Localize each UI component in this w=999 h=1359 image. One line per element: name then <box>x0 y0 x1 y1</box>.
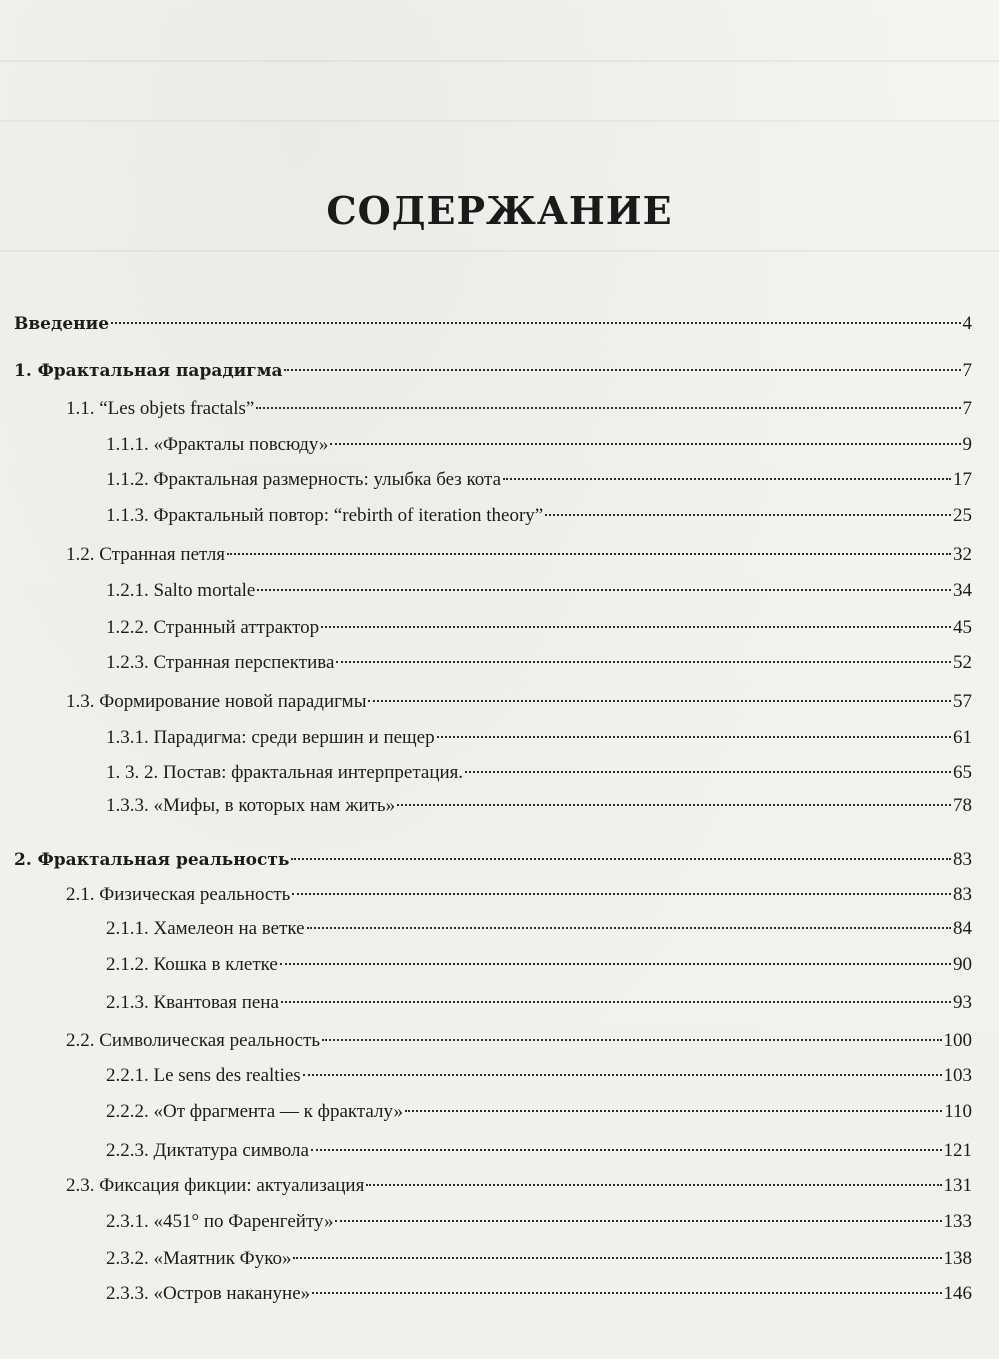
toc-page-number: 103 <box>943 1065 972 1086</box>
toc-page-number: 146 <box>943 1283 972 1304</box>
toc-entry <box>14 1062 972 1090</box>
toc-entry-title: 1.3.1. Парадигма: среди вершин и пещер <box>106 727 435 748</box>
toc-entry <box>14 989 972 1017</box>
dot-leader <box>397 802 951 806</box>
toc-entry-title: 2.1.3. Квантовая пена <box>106 992 279 1013</box>
toc-entry-title: 2.3. Фиксация фикции: актуализация <box>66 1175 365 1196</box>
dot-leader <box>280 961 951 965</box>
dot-leader <box>366 1182 941 1186</box>
toc-entry <box>14 1137 972 1165</box>
toc-entry-title: 1.3.3. «Мифы, в которых нам жить» <box>106 795 396 816</box>
dot-leader <box>307 925 951 929</box>
toc-entry <box>14 614 972 642</box>
toc-entry <box>14 649 972 677</box>
dot-leader <box>335 1218 941 1222</box>
page-title: СОДЕРЖАНИЕ <box>326 188 673 233</box>
toc-entry <box>14 466 972 494</box>
toc-page-number: 52 <box>953 652 972 673</box>
toc-page-number: 90 <box>953 954 972 975</box>
toc-page-number: 93 <box>953 992 972 1013</box>
toc-entry-title: 1.1.2. Фрактальная размерность: улыбка без кота <box>106 469 502 490</box>
show-through-line <box>0 120 999 122</box>
toc-page-number: 83 <box>953 849 972 870</box>
toc-entry <box>14 577 972 605</box>
toc-entry-title: 1.2.3. Странная перспектива <box>106 652 335 673</box>
dot-leader <box>465 769 951 773</box>
toc-entry <box>14 1280 972 1308</box>
dot-leader <box>321 624 951 628</box>
toc-entry <box>14 310 972 338</box>
toc-entry-title: 2.2. Символическая реальность <box>66 1030 321 1051</box>
toc-entry-title: 1. 3. 2. Постав: фрактальная интерпретация. <box>106 762 464 783</box>
dot-leader <box>227 551 951 555</box>
toc-page-number: 4 <box>962 313 972 334</box>
dot-leader <box>330 441 960 445</box>
dot-leader <box>322 1037 941 1041</box>
toc-entry <box>14 1027 972 1055</box>
toc-entry <box>14 1098 972 1126</box>
toc-page-number: 57 <box>953 691 972 712</box>
toc-entry-title: Введение <box>14 314 110 334</box>
dot-leader <box>292 891 951 895</box>
toc-page-number: 7 <box>962 360 972 381</box>
toc-page-number: 83 <box>953 884 972 905</box>
toc-entry <box>14 1245 972 1273</box>
toc-page-number: 78 <box>953 795 972 816</box>
toc-entry-title: 2.1. Физическая реальность <box>66 884 291 905</box>
toc-entry-title: 2. Фрактальная реальность <box>14 850 290 870</box>
dot-leader <box>293 1255 941 1259</box>
toc-entry <box>14 915 972 943</box>
toc-entry <box>14 502 972 530</box>
toc-entry-title: 1.1.1. «Фракталы повсюду» <box>106 434 329 455</box>
toc-page-number: 121 <box>943 1140 972 1161</box>
toc-entry-title: 2.1.2. Кошка в клетке <box>106 954 278 975</box>
toc-entry-title: 2.2.3. Диктатура символа <box>106 1140 309 1161</box>
dot-leader <box>256 405 960 409</box>
toc-page-number: 84 <box>953 918 972 939</box>
toc-page-number: 45 <box>953 617 972 638</box>
toc-entry <box>14 395 972 423</box>
toc-entry-title: 2.3.2. «Маятник Фуко» <box>106 1248 292 1269</box>
dot-leader <box>437 734 951 738</box>
dot-leader <box>336 659 951 663</box>
dot-leader <box>284 367 960 371</box>
toc-entry-title: 1.2.1. Salto mortale <box>106 580 256 601</box>
show-through-line <box>0 60 999 62</box>
toc-entry-title: 2.2.2. «От фрагмента — к фракталу» <box>106 1101 403 1122</box>
toc-entry-title: 1.3. Формирование новой парадигмы <box>66 691 367 712</box>
toc-entry <box>14 357 972 385</box>
toc-entry <box>14 846 972 874</box>
toc-entry-title: 1.1.3. Фрактальный повтор: “rebirth of iteration theory” <box>106 505 544 526</box>
dot-leader <box>303 1072 942 1076</box>
toc-page-number: 138 <box>943 1248 972 1269</box>
dot-leader <box>291 856 951 860</box>
toc-entry <box>14 541 972 569</box>
toc-entry-title: 1.1. “Les objets fractals” <box>66 398 255 419</box>
toc-entry-title: 2.3.3. «Остров накануне» <box>106 1283 311 1304</box>
show-through-line <box>0 250 999 252</box>
toc-entry <box>14 792 972 820</box>
toc-entry <box>14 688 972 716</box>
toc-page-number: 65 <box>953 762 972 783</box>
toc-page-number: 25 <box>953 505 972 526</box>
dot-leader <box>312 1290 941 1294</box>
toc-page-number: 17 <box>953 469 972 490</box>
dot-leader <box>368 698 951 702</box>
toc-entry <box>14 1172 972 1200</box>
dot-leader <box>503 476 951 480</box>
toc-page-number: 32 <box>953 544 972 565</box>
toc-page-number: 34 <box>953 580 972 601</box>
toc-entry-title: 1. Фрактальная парадигма <box>14 361 283 381</box>
toc-entry-title: 1.2.2. Странный аттрактор <box>106 617 320 638</box>
dot-leader <box>311 1147 942 1151</box>
toc-page-number: 100 <box>943 1030 972 1051</box>
toc-entry-title: 2.3.1. «451° по Фаренгейту» <box>106 1211 334 1232</box>
toc-entry-title: 1.2. Странная петля <box>66 544 226 565</box>
toc-entry <box>14 759 972 787</box>
toc-entry-title: 2.1.1. Хамелеон на ветке <box>106 918 305 939</box>
toc-page-number: 133 <box>943 1211 972 1232</box>
toc-page-number: 110 <box>944 1101 972 1122</box>
toc-entry <box>14 881 972 909</box>
dot-leader <box>545 512 951 516</box>
toc-page-number: 61 <box>953 727 972 748</box>
toc-entry-title: 2.2.1. Le sens des realties <box>106 1065 301 1086</box>
toc-entry <box>14 431 972 459</box>
toc-entry <box>14 724 972 752</box>
toc-page-number: 9 <box>962 434 972 455</box>
toc-page-number: 7 <box>962 398 972 419</box>
toc-page-number: 131 <box>943 1175 972 1196</box>
dot-leader <box>281 999 951 1003</box>
dot-leader <box>111 320 960 324</box>
dot-leader <box>257 587 951 591</box>
toc-entry <box>14 951 972 979</box>
dot-leader <box>405 1108 942 1112</box>
toc-entry <box>14 1208 972 1236</box>
